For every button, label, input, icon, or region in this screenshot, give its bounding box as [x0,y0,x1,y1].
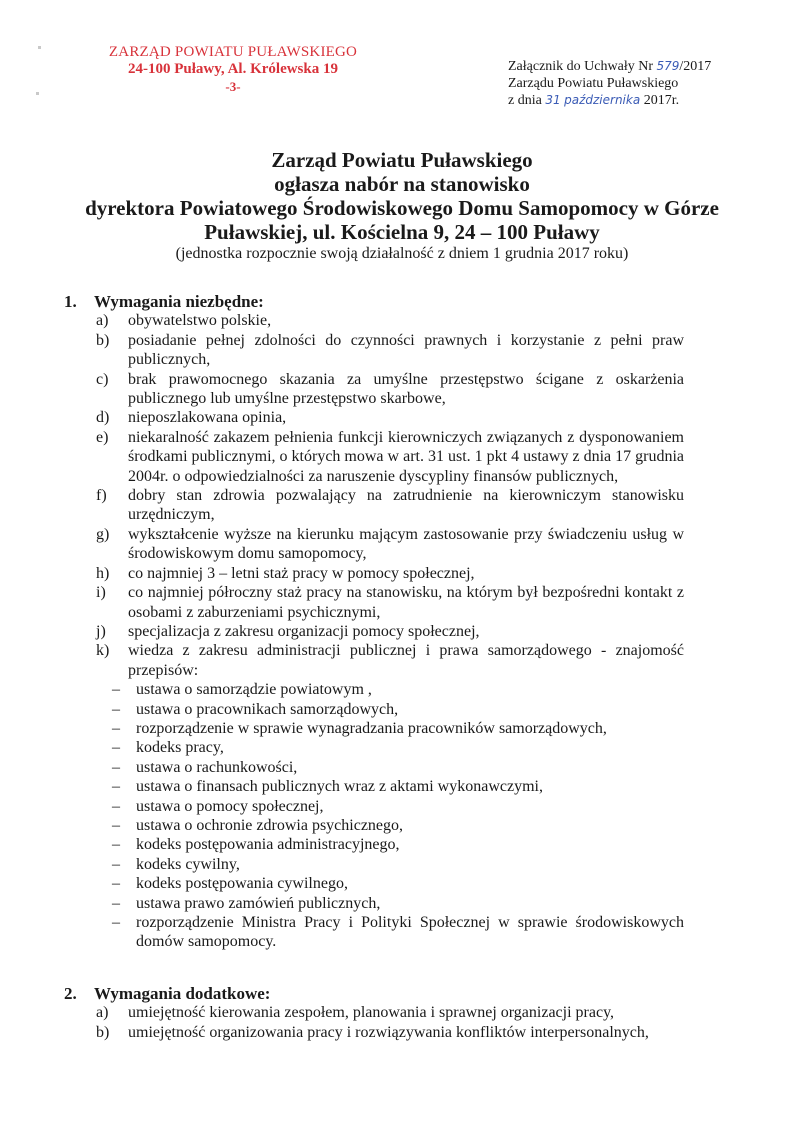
item-letter: b) [96,1023,110,1041]
list-item [64,622,684,641]
regulation-item [64,777,684,796]
regulation-text: ustawa o ochronie zdrowia psychicznego, [136,816,404,834]
item-letter: e) [96,428,109,446]
annex-line-3-prefix: z dnia [508,93,546,108]
section-1-list [64,311,684,680]
item-letter: j) [96,622,106,640]
dash-bullet: – [112,739,120,757]
list-item [64,525,684,564]
item-letter: b) [96,331,110,349]
item-letter: i) [96,584,106,602]
regulation-text: kodeks postępowania cywilnego, [136,875,348,893]
regulation-item [64,758,684,777]
regulation-text: ustawa o pomocy społecznej, [136,797,324,815]
annex-line-1-prefix: Załącznik do Uchwały Nr [508,59,657,74]
dash-bullet: – [112,875,120,893]
dash-bullet: – [112,719,120,737]
item-letter: f) [96,487,107,505]
regulation-item [64,700,684,719]
item-letter: a) [96,1004,109,1022]
item-text: niekaralność zakazem pełnienia funkcji kierowniczych związanych z dysponowaniem środkami publicznymi, o których mowa w art. 31 ust. 1 pkt 4 ustawy z dnia 17 grudnia 2004r. o odpowiedzialności za naruszenie dyscypliny finansów publicznych, [128,428,684,485]
list-item [64,641,684,680]
list-item [64,486,684,525]
section-1-heading [64,292,684,311]
regulation-text: ustawa prawo zamówień publicznych, [136,894,381,912]
title-line-4: Puławskiej, ul. Kościelna 9, 24 – 100 Puławy [204,220,600,244]
dash-bullet: – [112,681,120,699]
scan-speck [38,46,41,49]
dash-bullet: – [112,855,120,873]
regulation-text: kodeks postępowania administracyjnego, [136,836,400,854]
regulation-text: ustawa o pracownikach samorządowych, [136,700,399,718]
dash-bullet: – [112,700,120,718]
annex-line-1 [508,58,711,75]
item-text: co najmniej półroczny staż pracy na stanowisku, na którym był bezpośredni kontakt z osobami z zaburzeniami psychicznymi, [128,584,684,621]
list-item [64,1023,684,1042]
regulation-text: kodeks cywilny, [136,855,240,873]
list-item [64,428,684,486]
item-letter: g) [96,525,110,543]
stamp-line-1: ZARZĄD POWIATU PUŁAWSKIEGO [108,44,358,60]
announcement-title [60,148,744,264]
item-text: wykształcenie wyższe na kierunku mającym zastosowanie przy świadczeniu usług w środowiskowym domu samopomocy, [128,525,684,563]
regulation-text: rozporządzenie Ministra Pracy i Polityki Społecznej w sprawie środowiskowych domów samopomocy. [136,914,684,951]
item-text: wiedza z zakresu administracji publicznej i prawa samorządowego - znajomość przepisów: [128,642,684,679]
item-text: dobry stan zdrowia pozwalający na zatrudnienie na kierowniczym stanowisku urzędniczym, [128,487,684,524]
list-item [64,311,684,330]
item-text: specjalizacja z zakresu organizacji pomocy społecznej, [128,622,480,640]
dash-bullet: – [112,894,120,912]
stamp-line-3: -3- [225,79,241,94]
regulation-item [64,719,684,738]
title-line-1: Zarząd Powiatu Puławskiego [271,148,533,172]
regulation-item [64,913,684,952]
section-1-heading-text: Wymagania niezbędne: [94,292,264,311]
list-item [64,370,684,409]
section-2-list [64,1003,684,1042]
item-text: posiadanie pełnej zdolności do czynności prawnych i korzystanie z pełni praw publicznych, [128,331,684,369]
regulation-text: ustawa o samorządzie powiatowym , [136,681,372,699]
regulation-item [64,855,684,874]
section-1-number: 1. [64,292,77,311]
title-subtitle: (jednostka rozpocznie swoją działalność z dniem 1 grudnia 2017 roku) [175,245,629,262]
section-2-heading-text: Wymagania dodatkowe: [94,984,271,1003]
regulation-item [64,894,684,913]
item-text: brak prawomocnego skazania za umyślne przestępstwo ścigane z oskarżenia publicznego lub umyślne przestępstwo skarbowe, [128,370,684,408]
regulation-text: ustawa o rachunkowości, [136,758,298,776]
list-item [64,564,684,583]
item-letter: c) [96,370,109,388]
dash-bullet: – [112,914,120,931]
item-letter: h) [96,564,110,582]
regulation-item [64,797,684,816]
item-text: nieposzlakowana opinia, [128,409,287,427]
item-text: umiejętność organizowania pracy i rozwiązywania konfliktów interpersonalnych, [128,1023,649,1041]
regulation-text: kodeks pracy, [136,739,224,757]
annex-line-2: Zarządu Powiatu Puławskiego [508,76,679,91]
regulations-list [64,680,684,952]
annex-reference [508,58,711,109]
item-text: co najmniej 3 – letni staż pracy w pomocy społecznej, [128,564,475,582]
regulation-text: ustawa o finansach publicznych wraz z aktami wykonawczymi, [136,778,543,796]
list-item [64,583,684,622]
item-text: obywatelstwo polskie, [128,312,272,330]
list-item [64,331,684,370]
item-letter: d) [96,409,110,427]
handwritten-month: października [564,93,641,107]
regulation-item [64,680,684,699]
title-line-2: ogłasza nabór na stanowisko [274,172,530,196]
scan-speck [36,92,39,95]
annex-line-3 [508,92,711,109]
regulation-text: rozporządzenie w sprawie wynagradzania pracowników samorządowych, [136,719,607,737]
dash-bullet: – [112,836,120,854]
handwritten-resolution-number: 579 [656,59,680,73]
dash-bullet: – [112,816,120,834]
stamp-line-2: 24-100 Puławy, Al. Królewska 19 [127,61,338,77]
item-text: umiejętność kierowania zespołem, planowania i sprawnej organizacji pracy, [128,1004,615,1022]
item-letter: a) [96,312,109,330]
dash-bullet: – [112,758,120,776]
annex-line-1-suffix: /2017 [679,59,712,74]
annex-line-3-suffix: 2017r. [640,93,680,108]
regulation-item [64,816,684,835]
dash-bullet: – [112,797,120,815]
item-letter: k) [96,642,110,660]
handwritten-day: 31 [545,93,561,107]
section-2-number: 2. [64,984,77,1003]
dash-bullet: – [112,778,120,796]
regulation-item [64,874,684,893]
office-stamp [108,44,358,95]
section-required [64,292,684,952]
section-additional [64,984,684,1042]
section-2-heading [64,984,684,1003]
list-item [64,1003,684,1022]
title-line-3: dyrektora Powiatowego Środowiskowego Domu Samopomocy w Górze [85,196,719,220]
list-item [64,408,684,427]
regulation-item [64,738,684,757]
regulation-item [64,835,684,854]
